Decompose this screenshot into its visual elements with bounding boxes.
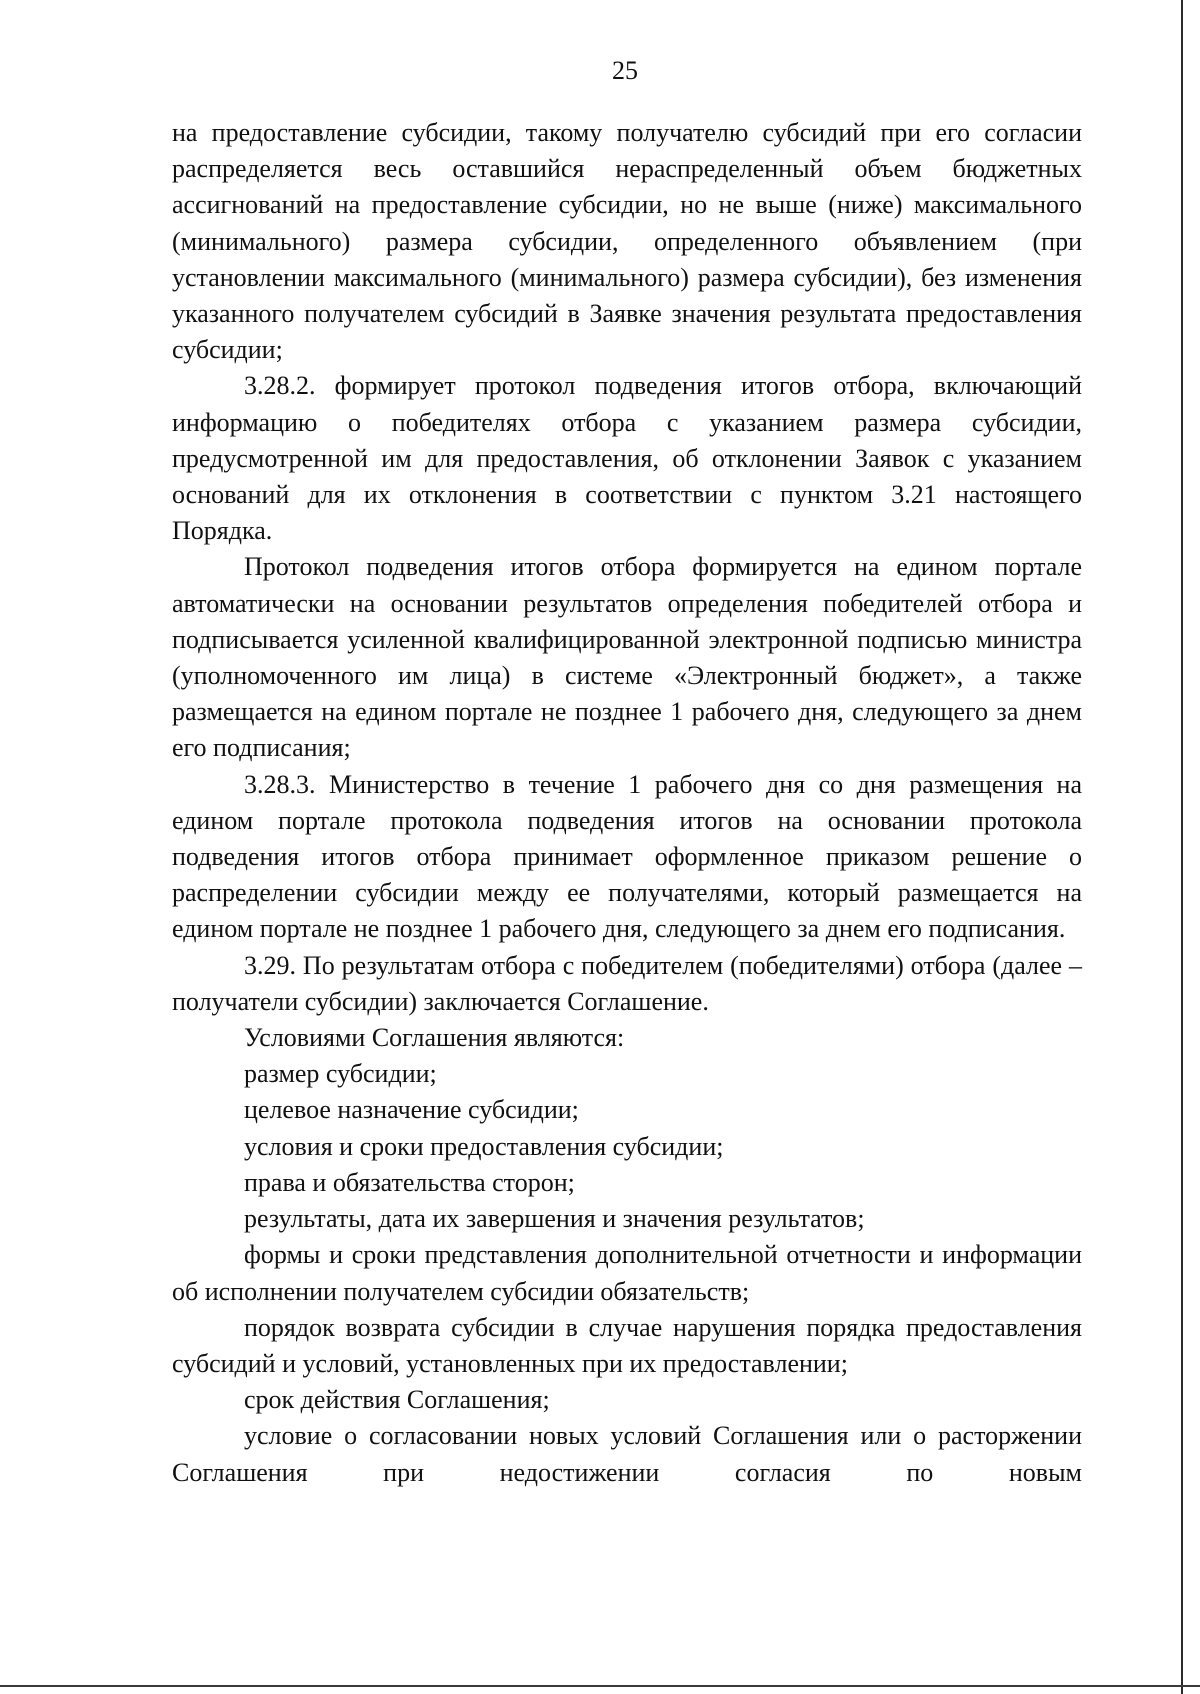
list-item: целевое назначение субсидии; [244,1095,579,1125]
list-item: права и обязательства сторон; [244,1167,575,1197]
list-item: условие о согласовании новых условий Соглашения или о расторжении Соглашения при недостижении согласия по новым [172,1421,1082,1487]
scan-edge-right [1181,0,1183,1694]
paragraph: 3.29. По результатам отбора с победителем (победителями) отбора (далее – получатели субсидии) заключается Соглашение. [172,950,1082,1016]
list-item: формы и сроки представления дополнительной отчетности и информации об исполнении получателем субсидии обязательств; [172,1240,1082,1306]
paragraph: 3.28.2. формирует протокол подведения итогов отбора, включающий информацию о победителях отбора с указанием размера субсидии, предусмотренной им для предоставления, об отклонении Заявок с указанием оснований для их отклонения в соответствии с пунктом 3.21 настоящего Порядка. [172,371,1082,546]
paragraph: на предоставление субсидии, такому получателю субсидий при его согласии распределяется весь оставшийся нераспределенный объем бюджетных ассигнований на предоставление субсидии, но не выше (ниже) максимального (минимального) размера субсидии, определенного объявлением (при установлении максимального (минимального) размера субсидии), без изменения указанного получателем субсидий в Заявке значения результата предоставления субсидии; [172,118,1082,365]
paragraph: Протокол подведения итогов отбора формируется на едином портале автоматически на основании результатов определения победителей отбора и подписывается усиленной квалифицированной электронной подписью министра (уполномоченного им лица) в системе «Электронный бюджет», а также размещается на едином портале не позднее 1 рабочего дня, следующего за днем его подписания; [172,552,1082,763]
paragraph: 3.28.3. Министерство в течение 1 рабочего дня со дня размещения на едином портале протокола подведения итогов на основании протокола подведения итогов отбора принимает оформленное приказом решение о распределении субсидии между ее получателями, который размещается на едином портале не позднее 1 рабочего дня, следующего за днем его подписания. [172,769,1082,944]
paragraph: Условиями Соглашения являются: [244,1023,625,1053]
list-item: условия и сроки предоставления субсидии; [244,1131,724,1161]
document-body [172,115,1082,1491]
scan-edge-bottom [0,1685,1200,1687]
list-item: размер субсидии; [244,1059,437,1089]
list-item: результаты, дата их завершения и значения результатов; [244,1204,865,1234]
page-number: 25 [612,56,638,85]
list-item: срок действия Соглашения; [244,1385,550,1415]
list-item: порядок возврата субсидии в случае нарушения порядка предоставления субсидий и условий, установленных при их предоставлении; [172,1312,1082,1378]
